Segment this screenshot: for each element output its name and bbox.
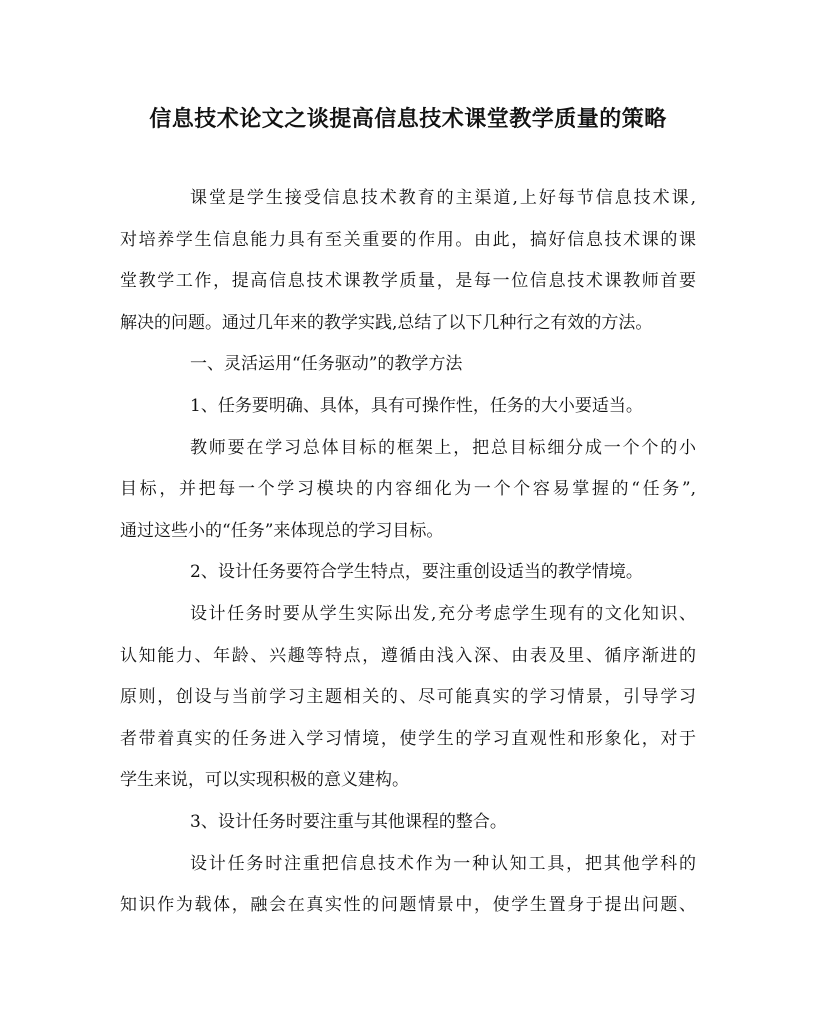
text-line: 者带着真实的任务进入学习情境，使学生的学习直观性和形象化，对于 — [120, 728, 696, 749]
text-line: 课堂是学生接受信息技术教育的主渠道,上好每节信息技术课, — [190, 188, 696, 208]
text-line: 2、设计任务要符合学生特点，要注重创设适当的教学情境。 — [190, 562, 643, 583]
text-line: 原则，创设与当前学习主题相关的、尽可能真实的学习情景，引导学习 — [120, 687, 696, 708]
text-line: 1、任务要明确、具体，具有可操作性，任务的大小要适当。 — [190, 395, 643, 416]
text-line: 对培养学生信息能力具有至关重要的作用。由此，搞好信息技术课的课 — [120, 229, 696, 250]
text-line: 教师要在学习总体目标的框架上，把总目标细分成一个个的小 — [190, 437, 696, 458]
text-line: 认知能力、年龄、兴趣等特点，遵循由浅入深、由表及里、循序渐进的 — [120, 645, 696, 666]
document-title: 信息技术论文之谈提高信息技术课堂教学质量的策略 — [149, 107, 667, 132]
text-line: 3、设计任务时要注重与其他课程的整合。 — [190, 811, 507, 832]
text-line: 解决的问题。通过几年来的教学实践,总结了以下几种行之有效的方法。 — [120, 312, 653, 333]
text-line: 通过这些小的“任务”来体现总的学习目标。 — [120, 520, 444, 541]
text-line: 设计任务时要从学生实际出发,充分考虑学生现有的文化知识、 — [190, 603, 696, 624]
text-line: 学生来说，可以实现积极的意义建构。 — [120, 770, 409, 791]
text-line: 一、灵活运用“任务驱动”的教学方法 — [190, 354, 463, 375]
text-line: 目标，并把每一个学习模块的内容细化为一个个容易掌握的“任务”, — [120, 479, 696, 500]
text-line: 设计任务时注重把信息技术作为一种认知工具，把其他学科的 — [190, 853, 696, 874]
text-line: 知识作为载体，融会在真实性的问题情景中，使学生置身于提出问题、 — [120, 895, 696, 916]
document-body — [120, 178, 696, 927]
text-line: 堂教学工作，提高信息技术课教学质量，是每一位信息技术课教师首要 — [120, 271, 696, 292]
